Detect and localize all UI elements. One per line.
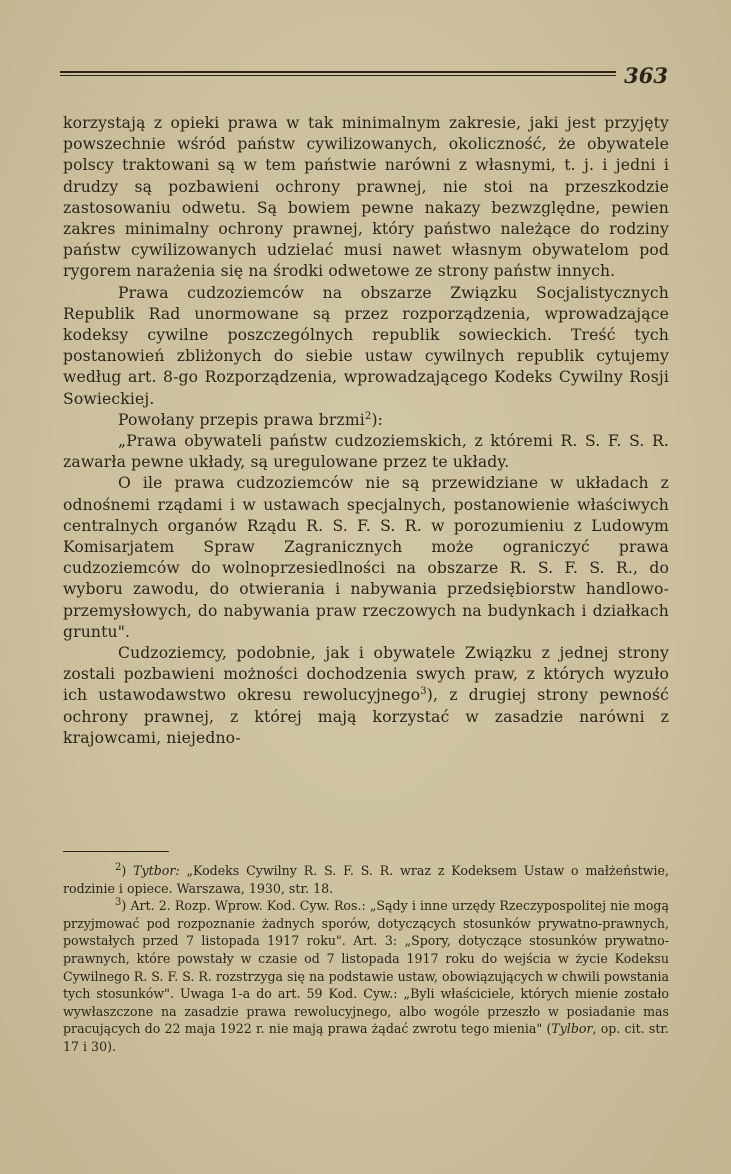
footnote-reference: 2 xyxy=(364,410,372,422)
paragraph xyxy=(63,410,669,431)
page-number: 363 xyxy=(624,63,668,88)
quoted-paragraph: „Prawa obywateli państw cudzoziemskich, z któremi R. S. F. S. R. zawarła pewne układy, są uregulowane przez te układy. xyxy=(63,432,669,472)
footnote-marker: 2 xyxy=(115,861,122,873)
footnote-rule xyxy=(63,851,169,852)
paragraph-text: ), z drugiej strony pewność ochrony prawnej, z której mają korzystać w zasadzie narówni z krajowcami, niejedno- xyxy=(63,686,669,747)
header-rule xyxy=(60,71,616,76)
body-text xyxy=(63,113,669,749)
footnote-reference: 3 xyxy=(420,686,427,698)
paragraph xyxy=(63,643,669,749)
paragraph-text: ): xyxy=(371,410,384,429)
paragraph-text: Cudzoziemcy, podobnie, jak i obywatele Związku z jednej strony zostali pozbawieni możności dochodzenia swych praw, z których wyzuło ich ustawodawstwo okresu rewolucyjnego xyxy=(63,644,669,705)
footnote-author: Tytbor: xyxy=(133,863,180,878)
paragraph: Prawa cudzoziemców na obszarze Związku Socjalistycznych Republik Rad unormowane są przez rozporządzenia, wprowadzające kodeksy cywilne poszczególnych republik sowieckich. Treść tych postanowień zbliżonych do siebie ustaw cywilnych republik cytujemy według art. 8-go Rozporządzenia, wprowadzającego Kodeks Cywilny Rosji Sowieckiej. xyxy=(63,283,669,408)
page-header xyxy=(60,64,673,90)
quoted-paragraph: O ile prawa cudzoziemców nie są przewidziane w układach z odnośnemi rządami i w ustawach specjalnych, postanowienie właściwych centralnych organów Rządu R. S. F. S. R. w porozumieniu z Ludowym Komisarjatem Spraw Zagranicznych może ograniczyć prawa cudzoziemców do wolnoprzesiedlności na obszarze R. S. F. S. R., do wyboru zawodu, do otwierania i nabywania przedsiębiorstw handlowo-przemysłowych, do nabywania praw rzeczowych na budynkach i działkach gruntu". xyxy=(63,474,669,641)
footnote-author: Tylbor xyxy=(551,1021,593,1037)
footnote-text: Art. 2. Rozp. Wprow. Kod. Cyw. Ros.: „Sądy i inne urzędy Rzeczypospolitej nie mogą przyjmować pod rozpoznanie żadnych sporów, dotyczących stosunków prywatno-prawnych, powstałych przed 7 listopada 1917 roku". Art. 3: „Spory, dotyczące stosunków prywatno-prawnych, które powstały w czasie od 7 listopada 1917 roku do wejścia w życie Kodeksu Cywilnego R. S. F. S. R. rozstrzyga się na podstawie ustaw, obowiązujących w chwili powstania tych stosunków". Uwaga 1-a do art. 59 Kod. Cyw.: „Byli właściciele, których mienie zostało wywłaszczone na zasadzie prawa rewolucyjnego, albo wogóle przeszło w posiadanie mas pracujących do 22 maja 1922 r. nie mają prawa żądać zwrotu tego mienia" ( xyxy=(63,898,669,1037)
footnote-marker: 3 xyxy=(115,897,122,908)
footnote-text: „Kodeks Cywilny R. S. F. S. R. wraz z Kodeksem Ustaw o małżeństwie, rodzinie i opiece. Warszawa, 1930, str. 18. xyxy=(63,863,669,896)
footnote: $^2$) Tytbor: „Kodeks Cywilny R. S. F. S. R. wraz z Kodeksem Ustaw o małżeństwie, rodzinie i opiece. Warszawa, 1930, str. 18. xyxy=(63,861,669,896)
paragraph-text: Powołany przepis prawa brzmi xyxy=(118,410,365,429)
footnotes xyxy=(63,862,669,1056)
paragraph: korzystają z opieki prawa w tak minimalnym zakresie, jaki jest przyjęty powszechnie wśród państw cywilizowanych, okoliczność, że obywatele polscy traktowani są w tem państwie narówni z własnymi, t. j. i jedni i drudzy są pozbawieni ochrony prawnej, nie stoi na przeszkodzie zastosowaniu odwetu. Są bowiem pewne nakazy bezwzględne, pewien zakres minimalny ochrony prawnej, który państwo należące do rodziny państw cywilizowanych udzielać musi nawet własnym obywatelom pod rygorem narażenia się na środki odwetowe ze strony państw innych. xyxy=(63,114,669,281)
footnote-text: , op. cit. str. 17 i 30). xyxy=(63,1021,670,1054)
footnote: $^3$) Art. 2. Rozp. Wprow. Kod. Cyw. Ros.: „Sądy i inne urzędy Rzeczypospolitej nie mogą przyjmować pod rozpoznanie żadnych sporów, dotyczących stosunków prywatno-prawnych, powstałych przed 7 listopada 1917 roku". Art. 3: „Spory, dotyczące stosunków prywatno-prawnych, które powstały w czasie od 7 listopada 1917 roku do wejścia w życie Kodeksu Cywilnego R. S. F. S. R. rozstrzyga się na podstawie ustaw, obowiązujących w chwili powstania tych stosunków". Uwaga 1-a do art. 59 Kod. Cyw.: „Byli właściciele, których mienie zostało wywłaszczone na zasadzie prawa rewolucyjnego, albo wogóle przeszło w posiadanie mas pracujących do 22 maja 1922 r. nie mają prawa żądać zwrotu tego mienia" (Tylbor, op. cit. str. 17 i 30). xyxy=(63,897,670,1054)
